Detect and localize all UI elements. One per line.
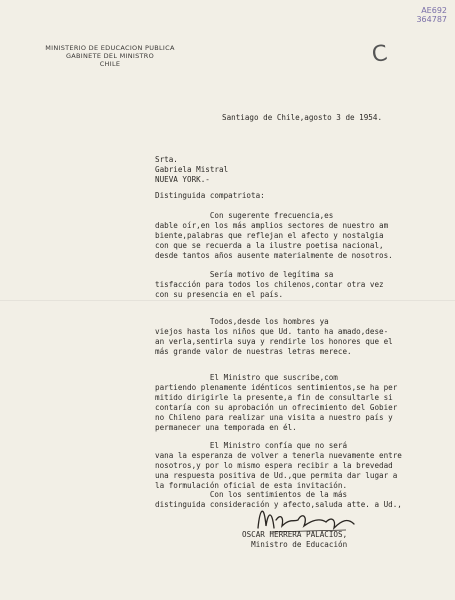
letterhead bbox=[40, 44, 180, 68]
signer-title: Ministro de Educación bbox=[251, 540, 348, 549]
paper-fold bbox=[0, 300, 455, 301]
recipient-block bbox=[155, 155, 228, 185]
signer-block bbox=[242, 530, 347, 550]
paragraph-4: El Ministro que suscribe,com partiendo plenamente idénticos sentimientos,se ha per mitido dirigirle la presente,a fin de consultarle si contaría con su aprobación un ofrecimiento del Gobier no Chileno para realizar una visita a nuestro país y permanecer una temporada en él. bbox=[155, 373, 398, 432]
letterhead-country: CHILE bbox=[99, 60, 121, 68]
letterhead-office: GABINETE DEL MINISTRO bbox=[65, 52, 155, 60]
paragraph-2: Sería motivo de legítima sa tisfacción para todos los chilenos,contar otra vez con su presencia en el país. bbox=[155, 270, 384, 299]
paragraph-5: El Ministro confía que no será vana la esperanza de volver a tenerla nuevamente entre nosotros,y por lo mismo espera recibir a la brevedad una respuesta positiva de Ud.,que permita dar lugar a la formulación oficial de esta invitación. bbox=[155, 441, 402, 490]
recipient-title: Srta. bbox=[155, 155, 178, 164]
letterhead-ministry: MINISTERIO DE EDUCACION PUBLICA bbox=[45, 44, 175, 52]
pencil-mark: C bbox=[370, 41, 390, 68]
paragraph-3: Todos,desde los hombres ya viejos hasta los niños que Ud. tanto ha amado,dese- an verla,sentirla suya y rendirle los honores que el más grande valor de nuestras letras merece. bbox=[155, 317, 393, 356]
salutation: Distinguida compatriota: bbox=[155, 191, 265, 200]
recipient-name: Gabriela Mistral bbox=[155, 165, 229, 174]
archive-marks bbox=[416, 6, 447, 24]
letter-date: Santiago de Chile,agosto 3 de 1954. bbox=[222, 113, 383, 122]
archive-mark-1: AE692 bbox=[421, 6, 447, 15]
signer-name: OSCAR HERRERA PALACIOS, bbox=[242, 530, 348, 539]
archive-mark-2: 364787 bbox=[416, 15, 447, 24]
paragraph-1: Con sugerente frecuencia,es dable oír,en los más amplios sectores de nuestro am biente,palabras que reflejan el afecto y nostalgia con que se recuerda a la ilustre poetisa nacional, desde tantos años ausente materialmente de nosotros. bbox=[155, 211, 393, 260]
closing: Con los sentimientos de la más distinguida consideración y afecto,saluda atte. a Ud., bbox=[155, 490, 402, 509]
recipient-city: NUEVA YORK.- bbox=[155, 175, 210, 184]
